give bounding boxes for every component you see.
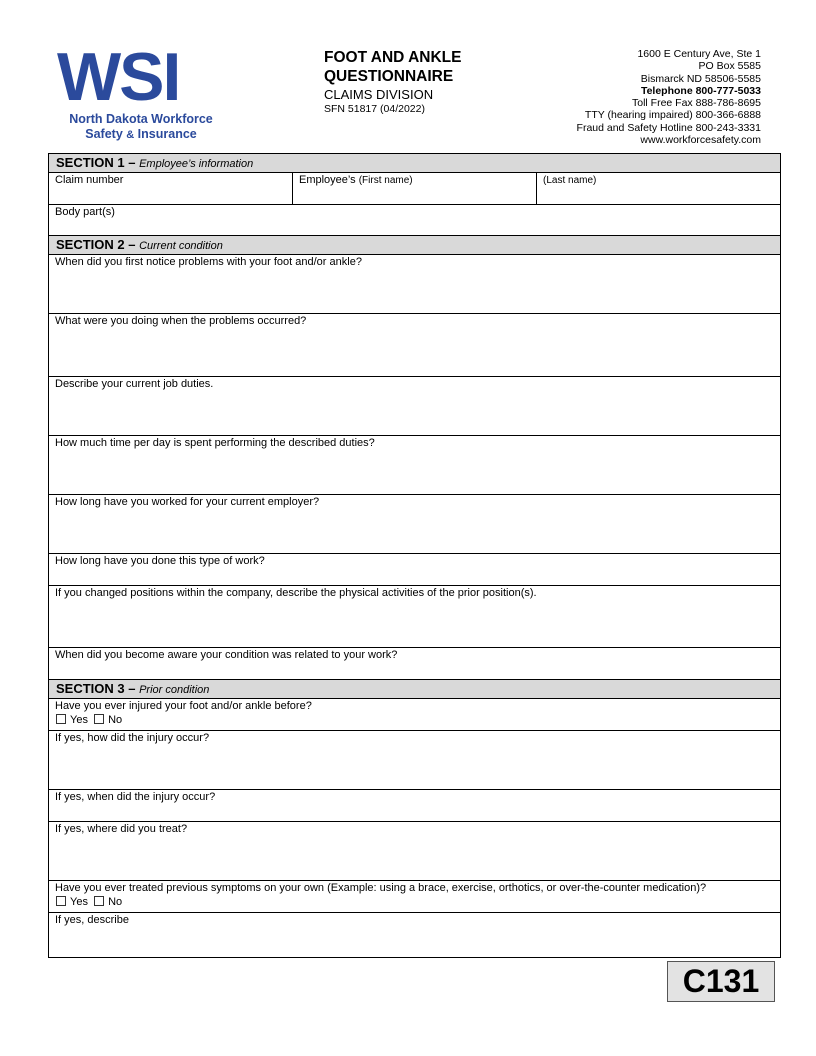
prior-injury-no-label: No [108,714,123,726]
injury-how-label: If yes, how did the injury occur? [55,732,210,744]
form-title-block [324,48,461,116]
employer-tenure-field[interactable] [49,495,780,554]
last-name-field[interactable] [537,173,780,204]
employee-info-row [49,173,780,205]
prior-position-label: If you changed positions within the company, describe the physical activities of the prior position(s). [55,587,537,599]
activity-field[interactable] [49,314,780,377]
last-name-label [537,173,780,187]
injury-treatment-label: If yes, where did you treat? [55,823,188,835]
section2-header [49,236,780,255]
telephone: Telephone 800-777-5033 [640,84,761,97]
self-treatment-describe-field[interactable] [49,913,780,957]
form-code-badge: C131 [667,961,775,1002]
claim-number-field[interactable] [49,173,293,204]
first-name-label [293,173,536,187]
claim-number-label: Claim number [55,174,124,186]
self-treatment-yes-label: Yes [70,896,88,908]
self-treatment-row [49,881,780,913]
fax: Toll Free Fax 888-786-8695 [632,97,761,110]
prior-injury-no-checkbox[interactable] [94,714,104,724]
prior-position-field[interactable] [49,586,780,648]
form-title-line2: QUESTIONNAIRE [324,68,454,85]
hotline: Fraud and Safety Hotline 800-243-3331 [576,121,761,134]
work-type-tenure-label: How long have you done this type of work? [55,555,265,567]
self-treatment-no-label: No [108,896,123,908]
first-notice-label: When did you first notice problems with your foot and/or ankle? [55,256,362,268]
work-related-awareness-label: When did you become aware your condition was related to your work? [55,649,398,661]
last-name-hint: (Last name) [543,175,597,186]
logo-org-line2b: Insurance [134,127,197,141]
logo-org-line2 [57,127,225,143]
body-parts-field[interactable] [49,205,780,236]
section1-title: SECTION 1 – [56,155,140,170]
form-title-line1: FOOT AND ANKLE [324,49,462,66]
section1-subtitle: Employee’s information [139,158,254,170]
address-line1: 1600 E Century Ave, Ste 1 [637,48,761,60]
section2-subtitle: Current condition [139,240,223,252]
prior-injury-label: Have you ever injured your foot and/or ankle before? [55,700,312,712]
division-name: CLAIMS DIVISION [324,87,434,102]
section3-subtitle: Prior condition [139,684,210,696]
self-treatment-options [49,895,780,909]
self-treatment-describe-label: If yes, describe [55,914,129,926]
questionnaire-form [48,153,781,958]
injury-when-label: If yes, when did the injury occur? [55,791,216,803]
address-line2: PO Box 5585 [698,60,761,73]
injury-how-field[interactable] [49,731,780,790]
website: www.workforcesafety.com [640,134,761,147]
logo-amp: & [126,129,135,141]
job-duties-field[interactable] [49,377,780,436]
first-name-field[interactable] [293,173,537,204]
employee-label: Employee’s [299,174,359,186]
injury-treatment-field[interactable] [49,822,780,881]
tty: TTY (hearing impaired) 800-366-6888 [584,109,761,122]
prior-injury-yes-label: Yes [70,714,88,726]
contact-info [577,48,761,146]
logo-org-line1: North Dakota Workforce [69,112,213,126]
time-per-day-label: How much time per day is spent performing the described duties? [55,437,375,449]
employer-tenure-label: How long have you worked for your current employer? [55,496,320,508]
logo-org-line2a: Safety [85,127,127,141]
self-treatment-yes-checkbox[interactable] [56,896,66,906]
first-notice-field[interactable] [49,255,780,314]
job-duties-label: Describe your current job duties. [55,378,214,390]
logo-org-name [57,112,225,143]
section1-header [49,154,780,173]
address-line3: Bismarck ND 58506-5585 [640,72,761,85]
section3-title: SECTION 3 – [56,681,140,696]
self-treatment-no-checkbox[interactable] [94,896,104,906]
work-related-awareness-field[interactable] [49,648,780,680]
prior-injury-yes-checkbox[interactable] [56,714,66,724]
work-type-tenure-field[interactable] [49,554,780,586]
wsi-logo [57,39,227,143]
self-treatment-label: Have you ever treated previous symptoms on your own (Example: using a brace, exercise, orthotics, or over-the-counter medication)? [55,882,707,894]
body-parts-label: Body part(s) [55,206,115,218]
activity-label: What were you doing when the problems occurred? [55,315,307,327]
section3-header [49,680,780,699]
prior-injury-options [49,713,780,727]
time-per-day-field[interactable] [49,436,780,495]
section2-title: SECTION 2 – [56,237,140,252]
first-name-hint: (First name) [358,175,413,186]
prior-injury-row [49,699,780,731]
logo-mark: WSI [57,39,180,115]
injury-when-field[interactable] [49,790,780,822]
sfn-number: SFN 51817 (04/2022) [324,103,425,115]
